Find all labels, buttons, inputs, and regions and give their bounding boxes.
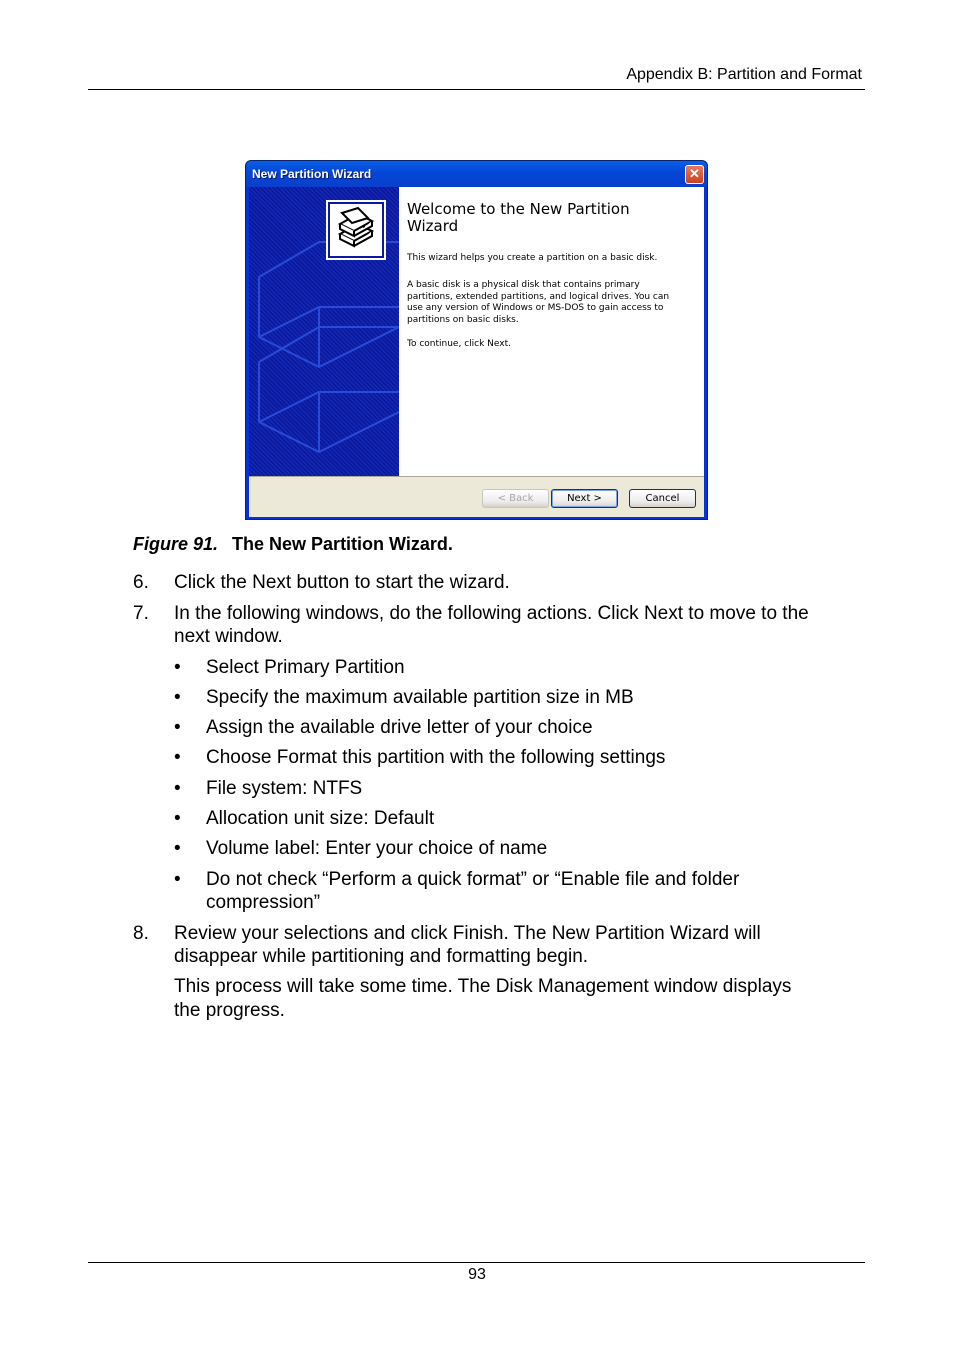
- step-8-note-line-1: This process will take some time. The Disk Management window displays: [174, 976, 792, 997]
- bullet-glyph: •: [174, 687, 181, 708]
- dialog-client-area: [249, 187, 704, 517]
- bullet-item: Volume label: Enter your choice of name: [206, 838, 548, 859]
- intro-text: This wizard helps you create a partition on a basic disk.: [407, 253, 658, 263]
- step-7-line-1: In the following windows, do the following actions. Click Next to move to the: [174, 603, 809, 624]
- welcome-title: Welcome to the New Partition Wizard: [407, 200, 630, 235]
- step-number: 8.: [133, 923, 149, 944]
- bullet-glyph: •: [174, 838, 181, 859]
- bullet-item: Select Primary Partition: [206, 657, 405, 678]
- next-button[interactable]: Next >: [551, 489, 618, 508]
- footer-rule: [88, 1262, 865, 1263]
- back-button[interactable]: < Back: [482, 489, 549, 508]
- bullet-item-line-1: Do not check “Perform a quick format” or “Enable file and folder: [206, 869, 740, 890]
- dialog-title: New Partition Wizard: [252, 167, 372, 181]
- figure-title: The New Partition Wizard.: [232, 534, 453, 554]
- close-icon: ✕: [689, 166, 700, 181]
- cancel-button[interactable]: Cancel: [629, 489, 696, 508]
- basic-disk-text: A basic disk is a physical disk that contains primary partitions, extended partitions, and logical drives. You can use any version of Windows or MS-DOS to gain access to partitions on basic disks.: [407, 280, 670, 325]
- bullet-item: Choose Format this partition with the following settings: [206, 747, 666, 768]
- close-button[interactable]: [685, 165, 704, 184]
- bullet-item: Allocation unit size: Default: [206, 808, 435, 829]
- disk-stack-icon: [328, 202, 384, 258]
- bullet-item: Assign the available drive letter of your choice: [206, 717, 593, 738]
- step-8-line-1: Review your selections and click Finish. The New Partition Wizard will: [174, 923, 761, 944]
- step-8-note-line-2: the progress.: [174, 1000, 285, 1021]
- header-rule: [88, 89, 865, 90]
- new-partition-wizard-dialog: [245, 160, 708, 520]
- figure-number: Figure 91.: [133, 534, 219, 554]
- bullet-glyph: •: [174, 778, 181, 799]
- bullet-item: File system: NTFS: [206, 778, 363, 799]
- bullet-glyph: •: [174, 657, 181, 678]
- title-bar[interactable]: [246, 161, 707, 187]
- bullet-item-line-2: compression”: [206, 892, 321, 913]
- bullet-glyph: •: [174, 869, 181, 890]
- bullet-glyph: •: [174, 747, 181, 768]
- bullet-glyph: •: [174, 808, 181, 829]
- step-number: 7.: [133, 603, 149, 624]
- step-8-line-2: disappear while partitioning and formatting begin.: [174, 946, 589, 967]
- running-header: Appendix B: Partition and Format: [626, 66, 862, 83]
- wizard-content-panel: [399, 187, 704, 476]
- bullet-glyph: •: [174, 717, 181, 738]
- figure-caption: [133, 534, 453, 555]
- page-number: 93: [468, 1266, 486, 1283]
- wizard-banner-panel: [249, 187, 399, 476]
- step-number: 6.: [133, 572, 149, 593]
- continue-text: To continue, click Next.: [407, 339, 511, 349]
- step-6-text: Click the Next button to start the wizard.: [174, 572, 510, 593]
- step-7-line-2: next window.: [174, 626, 283, 647]
- button-separator: [249, 476, 704, 477]
- bullet-item: Specify the maximum available partition size in MB: [206, 687, 634, 708]
